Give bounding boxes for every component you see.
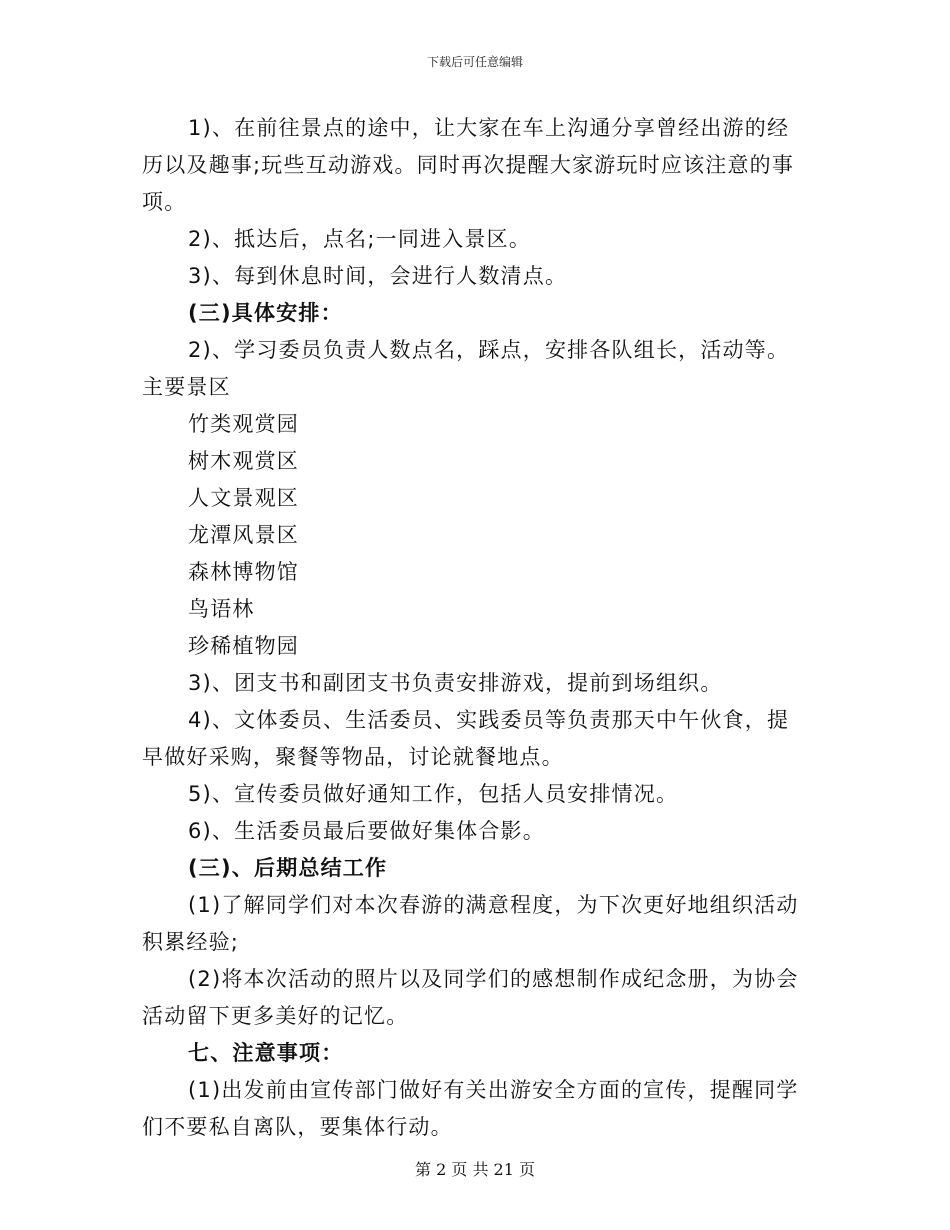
list-item: 龙潭风景区 [188,523,299,547]
list-item: 森林博物馆 [188,560,299,584]
list-item: 竹类观赏园 [188,412,299,436]
document-body [142,110,807,1146]
paragraph: 2)、学习委员负责人数点名，踩点，安排各队组长，活动等。主要景区 [142,338,790,399]
list-item: 珍稀植物园 [188,634,299,658]
paragraph: (2)将本次活动的照片以及同学们的感想制作成纪念册，为协会活动留下更多美好的记忆。 [142,967,799,1028]
section-heading: 七、注意事项： [188,1041,344,1065]
paragraph: 3)、每到休息时间，会进行人数清点。 [188,264,568,288]
paragraph: 5)、宣传委员做好通知工作，包括人员安排情况。 [188,782,679,806]
list-item: 鸟语林 [188,597,255,621]
paragraph: 1)、在前往景点的途中，让大家在车上沟通分享曾经出游的经历以及趣事;玩些互动游戏。同时再次提醒大家游玩时应该注意的事项。 [142,116,795,214]
section-heading: (三)、后期总结工作 [188,856,388,880]
page-header: 下载后可任意编辑 [426,55,523,69]
paragraph: 4)、文体委员、生活委员、实践委员等负责那天中午伙食，提早做好采购，聚餐等物品，讨论就餐地点。 [142,708,790,769]
page-footer: 第 2 页 共 21 页 [415,1160,535,1179]
paragraph: (1)出发前由宣传部门做好有关出游安全方面的宣传，提醒同学们不要私自离队，要集体行动。 [142,1078,799,1139]
paragraph: (1)了解同学们对本次春游的满意程度，为下次更好地组织活动积累经验; [142,893,799,954]
paragraph: 2)、抵达后，点名;一同进入景区。 [188,227,532,251]
section-heading: (三)具体安排： [188,301,343,325]
paragraph: 3)、团支书和副团支书负责安排游戏，提前到场组织。 [188,671,723,695]
paragraph: 6)、生活委员最后要做好集体合影。 [188,819,545,843]
list-item: 人文景观区 [188,486,299,510]
list-item: 树木观赏区 [188,449,299,473]
